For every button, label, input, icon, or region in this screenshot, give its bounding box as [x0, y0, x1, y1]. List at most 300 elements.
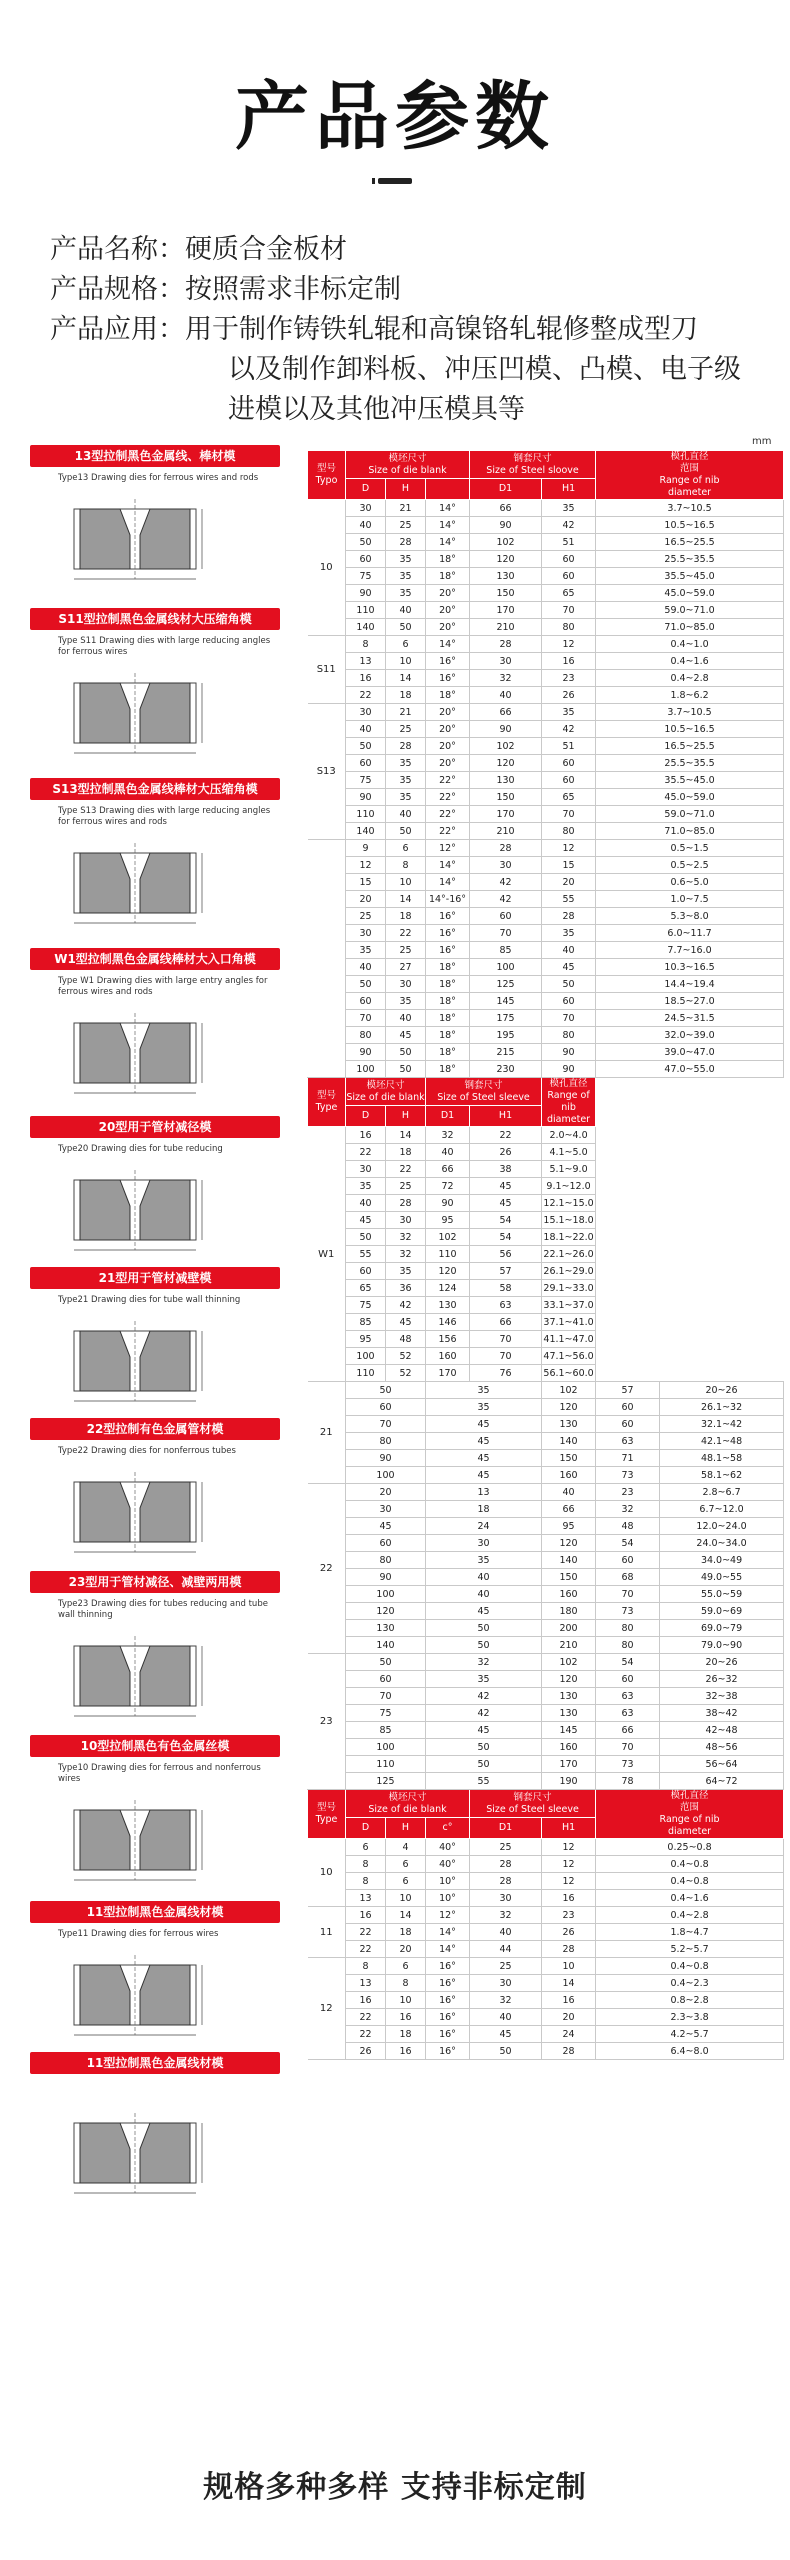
table-cell: 40: [346, 959, 386, 976]
table-cell: 35: [386, 585, 426, 602]
table-row: [308, 2026, 784, 2043]
header-text: 型号: [316, 463, 336, 474]
product-app-line2: 以及制作卸料板、冲压凹模、凸模、电子级: [228, 354, 741, 385]
table-cell: 29.1~33.0: [542, 1280, 596, 1297]
table-cell: 6: [386, 1873, 426, 1890]
table-cell: 12: [542, 840, 596, 857]
table-cell: 45.0~59.0: [596, 789, 784, 806]
table-cell: 71.0~85.0: [596, 619, 784, 636]
table-cell: 100: [470, 959, 542, 976]
table-cell: 71.0~85.0: [596, 823, 784, 840]
table-cell: 8: [386, 1975, 426, 1992]
table-cell: 22°: [426, 806, 470, 823]
table-cell: 150: [542, 1450, 596, 1467]
table-cell: 54: [596, 1654, 660, 1671]
table-cell: 32: [596, 1501, 660, 1518]
table-cell: 12.0~24.0: [660, 1518, 784, 1535]
table-cell: 140: [542, 1433, 596, 1450]
table-cell: 130: [542, 1705, 596, 1722]
section-subtitle: Type13 Drawing dies for ferrous wires and rods: [58, 473, 259, 483]
table-cell: 100: [346, 1061, 386, 1078]
table-cell: 25: [470, 1839, 542, 1856]
table-cell: 35.5~45.0: [596, 772, 784, 789]
table-row: [308, 959, 784, 976]
table-cell: 57: [470, 1263, 542, 1280]
table-cell: 25: [386, 1178, 426, 1195]
table-cell: 40°: [426, 1856, 470, 1873]
table-cell: 210: [470, 823, 542, 840]
table-cell: 22°: [426, 772, 470, 789]
header-text: H: [401, 1822, 410, 1833]
table-cell: 40: [346, 1195, 386, 1212]
table-cell: 80: [542, 1027, 596, 1044]
header-cell: [542, 1818, 596, 1839]
table-row: [308, 1027, 784, 1044]
table-cell: 45: [426, 1416, 542, 1433]
table-row: [308, 653, 784, 670]
table-cell: 65: [542, 789, 596, 806]
table-cell: 75: [346, 772, 386, 789]
table-cell: 38: [470, 1161, 542, 1178]
table-cell: 0.25~0.8: [596, 1839, 784, 1856]
header-cell: [596, 451, 784, 500]
table-cell: 70: [542, 806, 596, 823]
table-cell: 200: [542, 1620, 596, 1637]
table-cell: 28: [386, 534, 426, 551]
table-cell: 45: [386, 1027, 426, 1044]
table-cell: 90: [470, 517, 542, 534]
header-cell: [426, 479, 470, 500]
table-cell: 10°: [426, 1873, 470, 1890]
header-text: Size of die blank: [368, 1803, 447, 1815]
table-cell: 35: [542, 500, 596, 517]
table-cell: 50: [426, 1620, 542, 1637]
table-cell: 102: [470, 534, 542, 551]
table-cell: 0.4~0.8: [596, 1873, 784, 1890]
table-cell: 40: [386, 1010, 426, 1027]
table-cell: 47.1~56.0: [542, 1348, 596, 1365]
table-cell: 22: [346, 2009, 386, 2026]
table-cell: 16°: [426, 1992, 470, 2009]
table-cell: 76: [470, 1365, 542, 1382]
table-cell: 35: [386, 755, 426, 772]
table-cell: 22: [346, 2026, 386, 2043]
table-row: [308, 1839, 784, 1856]
section-title: 20型用于管材减径模: [30, 1116, 280, 1138]
table-cell: 54: [470, 1212, 542, 1229]
table-cell: 45: [386, 1314, 426, 1331]
table-cell: 170: [542, 1756, 596, 1773]
title-underline: [378, 178, 412, 184]
table-cell: 27: [386, 959, 426, 976]
table-cell: 30: [346, 1161, 386, 1178]
header-text: Type: [315, 1102, 338, 1113]
table-cell: 14°: [426, 857, 470, 874]
header-text: Range of nib: [659, 1814, 720, 1825]
table-cell: 120: [346, 1603, 426, 1620]
table-cell: 102: [426, 1229, 470, 1246]
table-cell: 16°: [426, 670, 470, 687]
table-cell: 69.0~79: [660, 1620, 784, 1637]
table-row: [308, 721, 784, 738]
table-cell: 48~56: [660, 1739, 784, 1756]
table-cell: 13: [346, 1975, 386, 1992]
table-cell: 40: [470, 1924, 542, 1941]
table-cell: 56: [470, 1246, 542, 1263]
table-cell: 60: [596, 1671, 660, 1688]
table-cell: 50: [426, 1637, 542, 1654]
table-row: [308, 1941, 784, 1958]
table-cell: 2.0~4.0: [542, 1127, 596, 1144]
table-cell: 80: [596, 1620, 660, 1637]
table-cell: 0.4~0.8: [596, 1856, 784, 1873]
table-cell: 0.4~1.6: [596, 653, 784, 670]
header-text: D1: [498, 483, 513, 494]
header-text: Type: [315, 1814, 338, 1825]
table-cell: 13: [426, 1484, 542, 1501]
die-type-section: [0, 608, 292, 764]
table-cell: 0.6~5.0: [596, 874, 784, 891]
header-cell: [470, 1818, 542, 1839]
die-type-section: [0, 1418, 292, 1563]
table-row: [308, 976, 784, 993]
table-cell: 60: [346, 1671, 426, 1688]
table-cell: 80: [346, 1433, 426, 1450]
table-cell: 25.5~35.5: [596, 755, 784, 772]
table-row: [308, 1552, 784, 1569]
table-row: [308, 806, 784, 823]
table-cell: 20: [386, 1941, 426, 1958]
table-cell: 9: [346, 840, 386, 857]
table-cell: 35: [386, 993, 426, 1010]
table-cell: 14°: [426, 1924, 470, 1941]
table-cell: 70: [542, 602, 596, 619]
table-cell: 32.0~39.0: [596, 1027, 784, 1044]
table-cell: 20: [346, 1484, 426, 1501]
table-cell: 90: [346, 585, 386, 602]
header-text: 钢套尺寸: [513, 1791, 552, 1803]
table-cell: 30: [386, 1212, 426, 1229]
table-row: [308, 874, 784, 891]
table-cell: 50: [426, 1739, 542, 1756]
table-cell: 45: [470, 1195, 542, 1212]
header-text: 模孔直径: [670, 1790, 709, 1801]
section-subtitle: Type23 Drawing dies for tubes reducing and tube wall thinning: [58, 1599, 268, 1620]
table-cell: 8: [346, 1873, 386, 1890]
header-cell: [470, 451, 596, 479]
table-cell: 120: [542, 1535, 596, 1552]
table-cell: 16°: [426, 2043, 470, 2060]
table-cell: 60: [346, 993, 386, 1010]
table-cell: 35: [386, 772, 426, 789]
table-row: [308, 891, 784, 908]
table-cell: 130: [542, 1688, 596, 1705]
table-cell: 16: [346, 670, 386, 687]
table-cell: 30: [346, 704, 386, 721]
table-row: [308, 1518, 784, 1535]
table-cell: 10.3~16.5: [596, 959, 784, 976]
table-cell: 0.5~1.5: [596, 840, 784, 857]
table-row: [308, 1603, 784, 1620]
table-cell: 45: [346, 1212, 386, 1229]
section-subtitle: Type20 Drawing dies for tube reducing: [58, 1144, 223, 1154]
table-cell: 55: [346, 1246, 386, 1263]
table-cell: 60: [596, 1552, 660, 1569]
table-row: [308, 1773, 784, 1790]
table-cell: 70: [596, 1586, 660, 1603]
header-text: 型号: [316, 1090, 336, 1101]
table-cell: 130: [470, 772, 542, 789]
header-cell: [426, 1106, 470, 1127]
table-cell: 24: [426, 1518, 542, 1535]
table-cell: 4.2~5.7: [596, 2026, 784, 2043]
table-cell: 40: [386, 806, 426, 823]
header-text: D: [361, 1110, 370, 1121]
table-cell: 0.8~2.8: [596, 1992, 784, 2009]
header-text: 范围: [680, 463, 700, 474]
table-cell: 24.5~31.5: [596, 1010, 784, 1027]
table-cell: 42: [542, 721, 596, 738]
table-cell: 6.4~8.0: [596, 2043, 784, 2060]
product-spec-label: 产品规格：: [50, 274, 185, 305]
table-cell: 7.7~16.0: [596, 942, 784, 959]
table-cell: 28: [542, 1941, 596, 1958]
table-row: [308, 568, 784, 585]
table-cell: 10.5~16.5: [596, 517, 784, 534]
table-cell: 35: [386, 1263, 426, 1280]
table-cell: 35: [346, 942, 386, 959]
title-underline-dot: [372, 178, 375, 184]
table-cell: 60: [542, 755, 596, 772]
table-cell: 3.7~10.5: [596, 500, 784, 517]
table-cell: 8: [346, 636, 386, 653]
table-cell: 110: [426, 1246, 470, 1263]
die-type-section: [0, 2052, 292, 2228]
table-cell: 24: [542, 2026, 596, 2043]
table-row: [308, 755, 784, 772]
table-cell: 51: [542, 738, 596, 755]
die-type-section: [0, 1571, 292, 1727]
table-row: [308, 1450, 784, 1467]
section-subtitle: Type S11 Drawing dies with large reducing angles for ferrous wires: [58, 636, 271, 657]
table-cell: 28: [386, 1195, 426, 1212]
section-title: W1型拉制黑色金属线棒材大入口角模: [30, 948, 280, 970]
table-cell: 14°: [426, 517, 470, 534]
table-cell: 50: [542, 976, 596, 993]
table-cell: 25: [386, 942, 426, 959]
table-cell: 110: [346, 806, 386, 823]
table-row: [308, 1671, 784, 1688]
table-cell: 125: [346, 1773, 426, 1790]
type-cell: 10: [308, 1839, 346, 1907]
table-row: [308, 585, 784, 602]
table-cell: 14: [386, 891, 426, 908]
table-cell: 20°: [426, 619, 470, 636]
die-section-diagram: [60, 1310, 210, 1412]
header-cell: [470, 1790, 596, 1818]
table-cell: 10: [386, 1992, 426, 2009]
table-cell: 32: [470, 1907, 542, 1924]
header-cell: [346, 1790, 470, 1818]
table-cell: 80: [346, 1552, 426, 1569]
table-cell: 22.1~26.0: [542, 1246, 596, 1263]
table-cell: 65: [346, 1280, 386, 1297]
table-cell: 23: [542, 670, 596, 687]
table-cell: 42: [542, 517, 596, 534]
header-cell: [346, 451, 470, 479]
table-cell: 50: [346, 534, 386, 551]
table-cell: 59.0~69: [660, 1603, 784, 1620]
table-cell: 90: [470, 721, 542, 738]
die-section-diagram: [60, 832, 210, 934]
header-text: D: [361, 483, 370, 494]
table-cell: 6: [386, 1856, 426, 1873]
table-cell: 30: [386, 976, 426, 993]
table-cell: 80: [542, 823, 596, 840]
table-cell: 18: [386, 1144, 426, 1161]
table-cell: 50: [346, 1654, 426, 1671]
table-cell: 16: [346, 1127, 386, 1144]
table-cell: 45: [346, 1518, 426, 1535]
table-cell: 14°: [426, 874, 470, 891]
table-cell: 78: [596, 1773, 660, 1790]
product-info: [50, 230, 770, 430]
table-row: [308, 687, 784, 704]
table-cell: 70: [596, 1739, 660, 1756]
section-subtitle: Type W1 Drawing dies with large entry angles for ferrous wires and rods: [58, 976, 268, 997]
table-cell: 35: [426, 1399, 542, 1416]
table-cell: 54: [596, 1535, 660, 1552]
table-cell: 14: [386, 1907, 426, 1924]
table-cell: 16°: [426, 1958, 470, 1975]
die-type-section: [0, 445, 292, 590]
header-cell: [386, 1818, 426, 1839]
table-row: [308, 1620, 784, 1637]
table-row: [308, 1501, 784, 1518]
table-cell: 20~26: [660, 1382, 784, 1399]
header-text: 模坯尺寸: [366, 1079, 405, 1091]
table-row: [308, 1637, 784, 1654]
table-cell: 45: [426, 1433, 542, 1450]
die-type-section: [0, 948, 292, 1104]
table-cell: 28: [386, 738, 426, 755]
table-cell: 63: [596, 1433, 660, 1450]
table-cell: 120: [470, 551, 542, 568]
parameter-table-wrap: [307, 450, 783, 2060]
table-cell: 26: [542, 687, 596, 704]
table-cell: 160: [542, 1739, 596, 1756]
table-cell: 50: [386, 823, 426, 840]
table-cell: 72: [426, 1178, 470, 1195]
table-cell: 95: [542, 1518, 596, 1535]
page-title: 产品参数: [235, 74, 555, 160]
table-cell: 45: [470, 1178, 542, 1195]
table-cell: 60: [542, 568, 596, 585]
table-cell: 70: [542, 1010, 596, 1027]
table-cell: 175: [470, 1010, 542, 1027]
table-cell: 64~72: [660, 1773, 784, 1790]
table-cell: 35: [426, 1552, 542, 1569]
table-cell: 70: [470, 1348, 542, 1365]
parameter-table-body: [308, 451, 784, 2060]
table-cell: 6: [386, 840, 426, 857]
table-cell: 6.7~12.0: [660, 1501, 784, 1518]
table-cell: 50: [386, 1061, 426, 1078]
header-text: H1: [498, 1110, 513, 1121]
section-title: S11型拉制黑色金属线材大压缩角模: [30, 608, 280, 630]
table-cell: 40: [386, 602, 426, 619]
table-cell: 18: [386, 908, 426, 925]
table-cell: 100: [346, 1586, 426, 1603]
table-cell: 28: [470, 1856, 542, 1873]
table-cell: 90: [346, 789, 386, 806]
table-cell: 40: [470, 2009, 542, 2026]
table-cell: 9.1~12.0: [542, 1178, 596, 1195]
table-cell: 160: [426, 1348, 470, 1365]
type-cell: 10: [308, 500, 346, 636]
header-cell: [386, 1106, 426, 1127]
table-cell: 75: [346, 1705, 426, 1722]
header-text: H1: [561, 483, 576, 494]
table-cell: 66: [470, 1314, 542, 1331]
table-row: [308, 551, 784, 568]
type-cell: S11: [308, 636, 346, 704]
table-cell: 71: [596, 1450, 660, 1467]
table-cell: 50: [386, 1044, 426, 1061]
table-cell: 60: [542, 772, 596, 789]
table-cell: 65: [542, 585, 596, 602]
table-cell: 6: [346, 1839, 386, 1856]
table-cell: 145: [470, 993, 542, 1010]
table-cell: 26: [542, 1924, 596, 1941]
table-cell: 150: [470, 585, 542, 602]
header-text: 模孔直径: [670, 451, 709, 462]
table-row: [308, 772, 784, 789]
table-cell: 40: [426, 1586, 542, 1603]
table-header-row: [308, 1790, 784, 1818]
table-row: [308, 1756, 784, 1773]
table-cell: 22: [386, 925, 426, 942]
table-cell: 170: [470, 602, 542, 619]
header-text: 钢套尺寸: [513, 452, 552, 464]
table-cell: 16°: [426, 653, 470, 670]
table-cell: 160: [542, 1586, 596, 1603]
table-cell: 22°: [426, 789, 470, 806]
table-cell: 58.1~62: [660, 1467, 784, 1484]
table-cell: 32: [470, 670, 542, 687]
table-cell: 4.1~5.0: [542, 1144, 596, 1161]
table-cell: 60: [346, 1263, 386, 1280]
table-cell: 32.1~42: [660, 1416, 784, 1433]
header-text: D1: [440, 1110, 455, 1121]
table-cell: 12°: [426, 1907, 470, 1924]
table-cell: 140: [542, 1552, 596, 1569]
table-row: [308, 1416, 784, 1433]
header-cell: [346, 1818, 386, 1839]
table-cell: 60: [542, 551, 596, 568]
table-cell: 70: [470, 925, 542, 942]
table-cell: 66: [426, 1161, 470, 1178]
table-cell: 6: [386, 636, 426, 653]
unit-label: mm: [752, 436, 772, 447]
table-cell: 32: [386, 1229, 426, 1246]
table-cell: 18°: [426, 687, 470, 704]
table-cell: 40: [346, 721, 386, 738]
table-cell: 30: [346, 500, 386, 517]
header-cell: [346, 479, 386, 500]
table-cell: 40: [542, 942, 596, 959]
table-cell: 50: [346, 1229, 386, 1246]
